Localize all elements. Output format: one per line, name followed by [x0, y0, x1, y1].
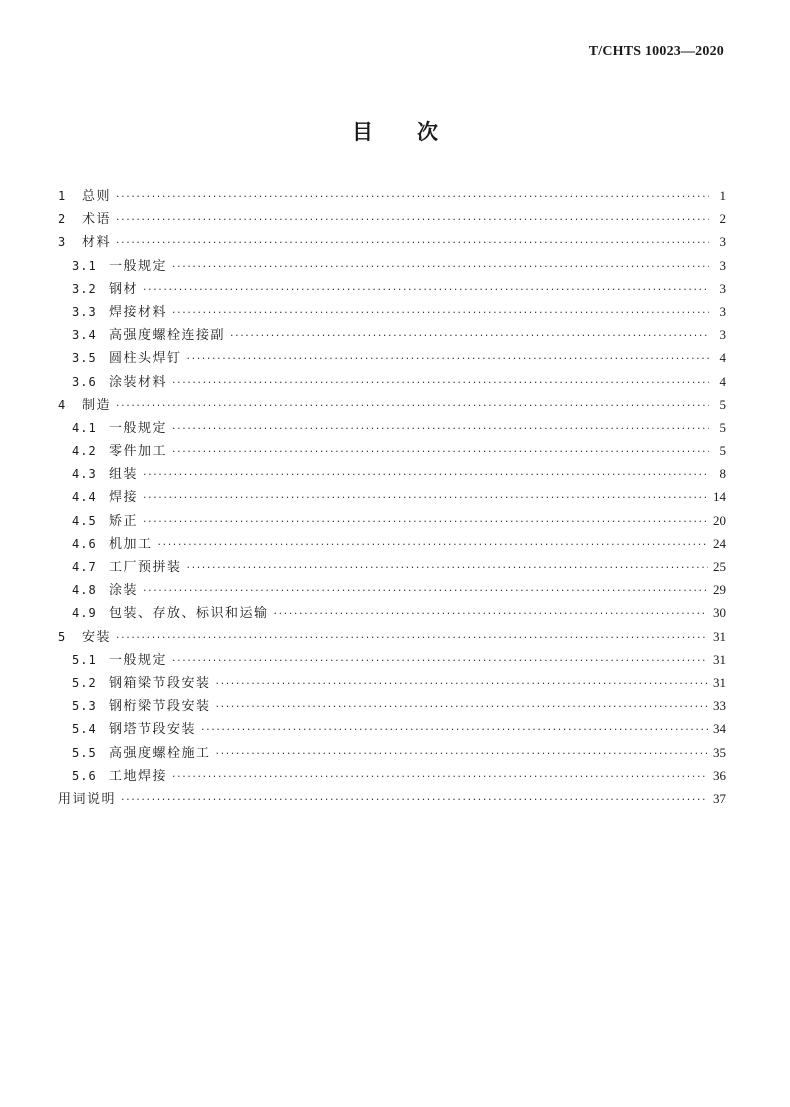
- toc-entry[interactable]: [58, 348, 726, 371]
- toc-title: 目次: [352, 120, 482, 144]
- toc-entry[interactable]: [58, 766, 726, 789]
- toc-entry[interactable]: [58, 557, 726, 580]
- toc-dot-leader: [187, 558, 708, 578]
- toc-entry-page-number: 5: [719, 396, 726, 412]
- toc-entry-page-number: 31: [713, 628, 726, 644]
- toc-entry-page-number: 3: [719, 280, 726, 296]
- toc-entry-page-number: 31: [713, 674, 726, 690]
- toc-entry-page-number: 5: [719, 419, 726, 435]
- toc-entry-page-number: 3: [719, 234, 726, 250]
- toc-entry-page-number: 3: [719, 327, 726, 343]
- toc-entry-page-number: 24: [713, 535, 726, 551]
- toc-entry-number: 5.1: [72, 652, 97, 667]
- toc-entry-label: 焊接材料: [109, 304, 168, 320]
- toc-entry[interactable]: [58, 511, 726, 534]
- toc-entry-number: 5.2: [72, 675, 97, 690]
- toc-entry-label: 焊接: [109, 490, 139, 506]
- toc-entry-number: 3.6: [72, 374, 97, 389]
- toc-entry-number: 4.4: [72, 490, 97, 505]
- toc-entry-label: 机加工: [109, 536, 153, 552]
- toc-dot-leader: [230, 326, 709, 346]
- toc-entry[interactable]: [58, 650, 726, 673]
- toc-entry-label: 钢塔节段安装: [109, 722, 197, 738]
- toc-entry-page-number: 5: [719, 443, 726, 459]
- toc-dot-leader: [143, 512, 708, 532]
- toc-entry-number: 5: [58, 629, 66, 644]
- toc-entry-label: 术语: [82, 212, 112, 228]
- toc-entry-number: 2: [58, 212, 66, 227]
- toc-dot-leader: [143, 488, 708, 508]
- toc-entry-page-number: 4: [719, 350, 726, 366]
- toc-entry-label: 一般规定: [109, 652, 168, 668]
- toc-entry-number: 4.3: [72, 467, 97, 482]
- toc-entry-label: 材料: [82, 235, 112, 251]
- toc-entry-page-number: 8: [719, 466, 726, 482]
- toc-entry-number: 4.8: [72, 583, 97, 598]
- table-of-contents: [58, 186, 726, 812]
- toc-entry-number: 5.3: [72, 699, 97, 714]
- toc-entry-label: 组装: [109, 467, 139, 483]
- toc-entry-page-number: 29: [713, 582, 726, 598]
- toc-entry[interactable]: [58, 232, 726, 255]
- toc-entry-page-number: 37: [713, 790, 726, 806]
- toc-dot-leader: [172, 442, 709, 462]
- toc-entry[interactable]: [58, 487, 726, 510]
- toc-entry-label: 圆柱头焊钉: [109, 351, 182, 367]
- toc-dot-leader: [116, 210, 709, 230]
- toc-entry-label: 包装、存放、标识和运输: [109, 606, 269, 622]
- toc-entry-number: 3.5: [72, 351, 97, 366]
- toc-entry[interactable]: [58, 325, 726, 348]
- toc-entry-number: 4.7: [72, 560, 97, 574]
- toc-dot-leader: [116, 628, 708, 648]
- toc-dot-leader: [143, 581, 708, 601]
- toc-entry-number: 3: [58, 235, 66, 250]
- toc-entry-label: 矫正: [109, 513, 139, 529]
- toc-entry-number: 3.1: [72, 258, 97, 273]
- toc-entry-label: 制造: [82, 397, 112, 413]
- toc-entry-label: 涂装材料: [109, 374, 168, 390]
- toc-entry-page-number: 3: [719, 303, 726, 319]
- toc-entry-number: 5.6: [72, 768, 97, 783]
- toc-entry[interactable]: [58, 418, 726, 441]
- toc-entry[interactable]: [58, 279, 726, 302]
- toc-entry-number: 4.5: [72, 513, 97, 528]
- toc-entry[interactable]: [58, 302, 726, 325]
- toc-entry-label: 工厂预拼装: [109, 560, 182, 575]
- toc-dot-leader: [172, 373, 709, 393]
- toc-dot-leader: [143, 280, 709, 300]
- toc-dot-leader: [158, 535, 708, 555]
- toc-dot-leader: [116, 233, 709, 253]
- toc-entry-number: 3.3: [72, 304, 97, 319]
- toc-dot-leader: [116, 187, 709, 207]
- toc-entry-number: 4.9: [72, 606, 97, 621]
- toc-entry[interactable]: [58, 580, 726, 603]
- toc-entry-page-number: 20: [713, 512, 726, 528]
- toc-entry-label: 零件加工: [109, 444, 168, 460]
- toc-dot-leader: [116, 396, 709, 416]
- toc-dot-leader: [172, 651, 708, 671]
- toc-entry-page-number: 2: [719, 211, 726, 227]
- toc-entry-label: 钢材: [109, 281, 139, 297]
- toc-dot-leader: [216, 744, 708, 764]
- toc-entry-label: 涂装: [109, 583, 139, 599]
- toc-dot-leader: [172, 303, 709, 323]
- toc-dot-leader: [274, 604, 708, 624]
- toc-entry-page-number: 3: [719, 257, 726, 273]
- toc-entry-page-number: 30: [713, 605, 726, 621]
- toc-dot-leader: [187, 349, 709, 369]
- toc-entry-page-number: 34: [713, 721, 726, 737]
- toc-entry[interactable]: [58, 696, 726, 719]
- toc-entry[interactable]: [58, 743, 726, 766]
- toc-dot-leader: [143, 465, 709, 485]
- toc-entry-number: 3.4: [72, 328, 97, 343]
- toc-entry[interactable]: [58, 627, 726, 650]
- toc-dot-leader: [172, 419, 709, 439]
- toc-entry-page-number: 14: [713, 489, 726, 505]
- toc-entry-number: 5.4: [72, 722, 97, 737]
- toc-entry-number: 4.1: [72, 420, 97, 435]
- toc-entry-number: 1: [58, 189, 66, 203]
- toc-entry-number: 4: [58, 397, 66, 412]
- toc-entry[interactable]: [58, 372, 726, 395]
- toc-entry[interactable]: [58, 441, 726, 464]
- toc-entry-page-number: 36: [713, 767, 726, 783]
- toc-entry-page-number: 31: [713, 651, 726, 667]
- toc-entry-label: 总则: [82, 189, 112, 204]
- toc-entry-page-number: 35: [713, 744, 726, 760]
- toc-dot-leader: [216, 674, 708, 694]
- toc-entry-number: 5.5: [72, 745, 97, 760]
- toc-entry-page-number: 25: [713, 559, 726, 574]
- toc-entry[interactable]: [58, 789, 726, 812]
- toc-dot-leader: [201, 720, 708, 740]
- toc-entry-number: 4.2: [72, 444, 97, 459]
- toc-entry[interactable]: [58, 395, 726, 418]
- toc-dot-leader: [216, 697, 708, 717]
- toc-entry[interactable]: [58, 256, 726, 279]
- toc-entry-label: 一般规定: [109, 420, 168, 436]
- toc-dot-leader: [121, 790, 708, 810]
- toc-entry[interactable]: [58, 603, 726, 626]
- standard-code: T/CHTS 10023—2020: [588, 44, 724, 59]
- toc-entry-page-number: 33: [713, 698, 726, 714]
- toc-dot-leader: [172, 257, 709, 277]
- toc-entry[interactable]: [58, 673, 726, 696]
- toc-entry-number: 4.6: [72, 536, 97, 551]
- toc-entry[interactable]: [58, 719, 726, 742]
- toc-entry[interactable]: [58, 534, 726, 557]
- toc-entry[interactable]: [58, 464, 726, 487]
- toc-entry-label: 一般规定: [109, 258, 168, 274]
- toc-entry-label: 工地焊接: [109, 768, 168, 784]
- toc-dot-leader: [172, 767, 708, 787]
- toc-entry-page-number: 1: [719, 188, 726, 203]
- toc-entry[interactable]: [58, 186, 726, 209]
- toc-entry-label: 高强度螺栓连接副: [109, 328, 226, 344]
- toc-entry-label: 钢箱梁节段安装: [109, 675, 211, 691]
- toc-entry-label: 钢桁梁节段安装: [109, 699, 211, 715]
- toc-entry-number: 3.2: [72, 281, 97, 296]
- toc-entry-label: 安装: [82, 629, 112, 645]
- toc-entry[interactable]: [58, 209, 726, 232]
- toc-entry-label: 用词说明: [58, 791, 117, 807]
- toc-entry-page-number: 4: [719, 373, 726, 389]
- toc-entry-label: 高强度螺栓施工: [109, 745, 211, 761]
